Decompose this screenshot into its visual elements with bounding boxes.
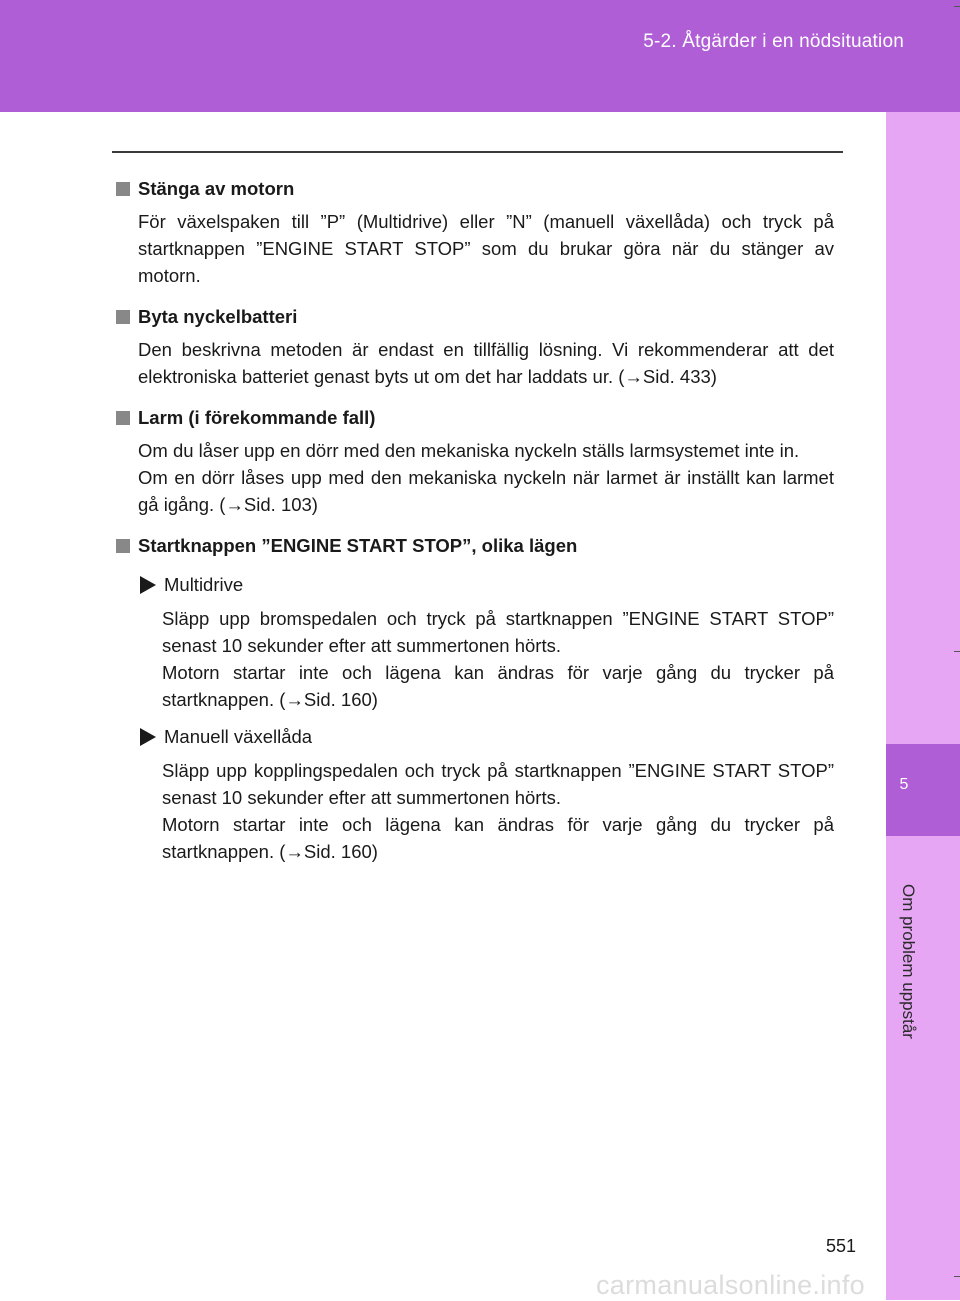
section-heading — [114, 401, 834, 435]
sub-item-label: Multidrive — [164, 574, 244, 595]
square-bullet-icon — [116, 539, 130, 553]
sub-item-multidrive — [138, 569, 834, 601]
section-heading — [114, 172, 834, 206]
section-startknappen — [114, 529, 834, 865]
square-bullet-icon — [116, 182, 130, 196]
sub-item-text — [162, 757, 834, 865]
triangle-right-icon — [140, 576, 156, 594]
chapter-number: 5 — [899, 776, 909, 793]
section-heading — [114, 529, 834, 563]
paragraph: För växelspaken till ”P” (Multidrive) eller ”N” (manuell växellåda) och tryck på startknappen ”ENGINE START STOP” som du brukar göra när du stänger av motorn. — [138, 211, 834, 286]
section-byta-nyckelbatteri — [114, 300, 834, 390]
section-heading-text: Stänga av motorn — [138, 178, 295, 199]
sub-item-line: Motorn startar inte och lägena kan ändras för varje gång du trycker på startknappen. (→Sid. 160) — [162, 814, 834, 862]
paragraph: Den beskrivna metoden är endast en tillfällig lösning. Vi rekommenderar att det elektroniska batteriet genast byts ut om det har laddats ur. (→Sid. 433) — [138, 339, 834, 387]
side-tab-upper — [886, 112, 960, 744]
paragraph: Om du låser upp en dörr med den mekaniska nyckeln ställs larmsystemet inte in. — [138, 440, 800, 461]
section-title: 5-2. Åtgärder i en nödsituation — [643, 31, 904, 52]
page-content — [114, 172, 834, 876]
section-stanga-av-motorn — [114, 172, 834, 289]
sub-item-line: Motorn startar inte och lägena kan ändras för varje gång du trycker på startknappen. (→Sid. 160) — [162, 662, 834, 710]
section-larm — [114, 401, 834, 518]
sub-item-label: Manuell växellåda — [164, 726, 313, 747]
square-bullet-icon — [116, 310, 130, 324]
section-heading — [114, 300, 834, 334]
section-heading-text: Byta nyckelbatteri — [138, 306, 298, 327]
crop-mark — [954, 6, 960, 7]
section-heading-text: Startknappen ”ENGINE START STOP”, olika lägen — [138, 535, 578, 556]
chapter-title: Om problem uppstår — [899, 884, 918, 1039]
paragraph: Om en dörr låses upp med den mekaniska nyckeln när larmet är inställt kan larmet gå igång. (→Sid. 103) — [138, 467, 834, 515]
sub-item-line: Släpp upp kopplingspedalen och tryck på startknappen ”ENGINE START STOP” senast 10 sekunder efter att summertonen hörts. — [162, 760, 834, 808]
section-heading-text: Larm (i förekommande fall) — [138, 407, 376, 428]
triangle-right-icon — [140, 728, 156, 746]
crop-mark — [954, 1276, 960, 1277]
sub-item-text — [162, 605, 834, 713]
square-bullet-icon — [116, 411, 130, 425]
page-number: 551 — [826, 1236, 857, 1256]
top-rule — [112, 151, 843, 153]
crop-mark — [954, 651, 960, 652]
sub-item-manuell — [138, 721, 834, 753]
watermark: carmanualsonline.info — [596, 1270, 865, 1300]
header-band — [0, 0, 960, 112]
sub-item-line: Släpp upp bromspedalen och tryck på startknappen ”ENGINE START STOP” senast 10 sekunder efter att summertonen hörts. — [162, 608, 834, 656]
